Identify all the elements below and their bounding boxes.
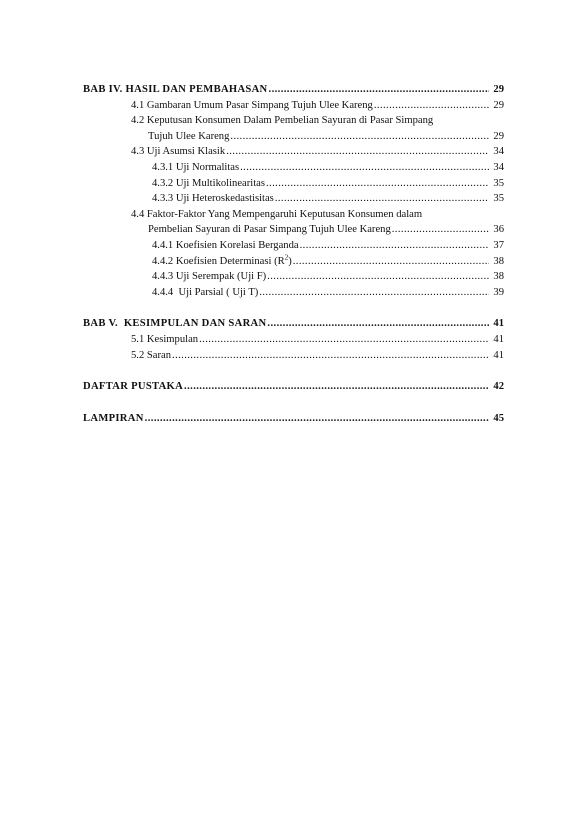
section-title: 4.2 Keputusan Konsumen Dalam Pembelian Sayuran di Pasar Simpang: [131, 115, 434, 127]
dot-leader: [293, 254, 489, 270]
toc-entry-4-4-4: [83, 285, 504, 301]
toc-entry-4-2-line1: [83, 113, 504, 129]
chapter-title: DAFTAR PUSTAKA: [83, 381, 184, 393]
dot-leader: [259, 285, 489, 301]
page-number: 41: [493, 318, 504, 330]
dot-leader: [275, 191, 489, 207]
subsection-title-text: 4.4.2 Koefisien Determinasi (R: [152, 255, 285, 267]
page-number: 35: [493, 193, 504, 205]
chapter-title: BAB IV. HASIL DAN PEMBAHASAN: [83, 84, 268, 95]
page-number: 29: [493, 99, 504, 111]
chapter-title: LAMPIRAN: [83, 412, 144, 424]
page-number: 45: [493, 412, 504, 424]
page-number: 37: [493, 239, 504, 251]
dot-leader: [300, 238, 489, 254]
section-title: 5.2 Saran: [131, 349, 172, 361]
subsection-title: 4.4.4 Uji Parsial ( Uji T): [152, 286, 259, 298]
toc-entry-bab4: [83, 82, 504, 98]
page-number: 41: [493, 349, 504, 361]
dot-leader: [269, 82, 489, 98]
subsection-title: [152, 254, 292, 270]
toc-entry-4-4-line1: [83, 207, 504, 223]
dot-leader: [172, 348, 489, 364]
subsection-title: 4.3.2 Uji Multikolinearitas: [152, 177, 265, 189]
dot-leader: [226, 144, 489, 160]
toc-entry-4-4-2: [83, 254, 504, 270]
page-number: 38: [493, 271, 504, 283]
toc-entry-4-2: [83, 129, 504, 145]
section-title: 4.3 Uji Asumsi Klasik: [131, 146, 226, 158]
toc-entry-4-4-3: [83, 269, 504, 285]
toc-entry-4-3-2: [83, 176, 504, 192]
page-number: 39: [493, 286, 504, 298]
page-number: 29: [493, 84, 504, 95]
chapter-title: BAB V. KESIMPULAN DAN SARAN: [83, 318, 267, 330]
page-number: 29: [493, 130, 504, 142]
section-title: 4.4 Faktor-Faktor Yang Mempengaruhi Keputusan Konsumen dalam: [131, 208, 423, 220]
section-title: 5.1 Kesimpulan: [131, 333, 199, 345]
dot-leader: [199, 332, 489, 348]
toc-entry-4-3-3: [83, 191, 504, 207]
dot-leader: [374, 98, 489, 114]
page-number: 41: [493, 333, 504, 345]
toc-entry-daftar-pustaka: [83, 379, 504, 395]
dot-leader: [392, 222, 489, 238]
page-number: 36: [493, 224, 504, 236]
dot-leader: [145, 411, 489, 427]
subsection-title: 4.3.1 Uji Normalitas: [152, 161, 240, 173]
dot-leader: [240, 160, 489, 176]
toc-entry-4-1: [83, 98, 504, 114]
page-number: 35: [493, 177, 504, 189]
subsection-title: 4.3.3 Uji Heteroskedastisitas: [152, 193, 274, 205]
subsection-title: 4.4.1 Koefisien Korelasi Berganda: [152, 239, 299, 251]
spacer: [83, 395, 504, 411]
toc-entry-bab5: [83, 316, 504, 332]
dot-leader: [266, 176, 489, 192]
page-number: 34: [493, 146, 504, 158]
table-of-contents: [83, 82, 504, 426]
dot-leader: [267, 269, 489, 285]
dot-leader: [184, 379, 489, 395]
toc-entry-5-2: [83, 348, 504, 364]
page-number: 42: [493, 381, 504, 393]
dot-leader: [267, 316, 489, 332]
section-title: 4.1 Gambaran Umum Pasar Simpang Tujuh Ulee Kareng: [131, 99, 373, 111]
page-number: 34: [493, 161, 504, 173]
toc-entry-4-4: [83, 222, 504, 238]
toc-entry-4-3-1: [83, 160, 504, 176]
spacer: [83, 300, 504, 316]
section-title-continued: Pembelian Sayuran di Pasar Simpang Tujuh Ulee Kareng: [148, 224, 391, 236]
toc-entry-4-3: [83, 144, 504, 160]
subsection-title: 4.4.3 Uji Serempak (Uji F): [152, 271, 267, 283]
page-number: 38: [493, 255, 504, 267]
toc-entry-4-4-1: [83, 238, 504, 254]
toc-entry-5-1: [83, 332, 504, 348]
superscript: 2: [284, 253, 289, 261]
toc-entry-lampiran: [83, 411, 504, 427]
spacer: [83, 363, 504, 379]
dot-leader: [230, 129, 489, 145]
section-title-continued: Tujuh Ulee Kareng: [148, 130, 230, 142]
subsection-title-close: ): [288, 255, 292, 267]
